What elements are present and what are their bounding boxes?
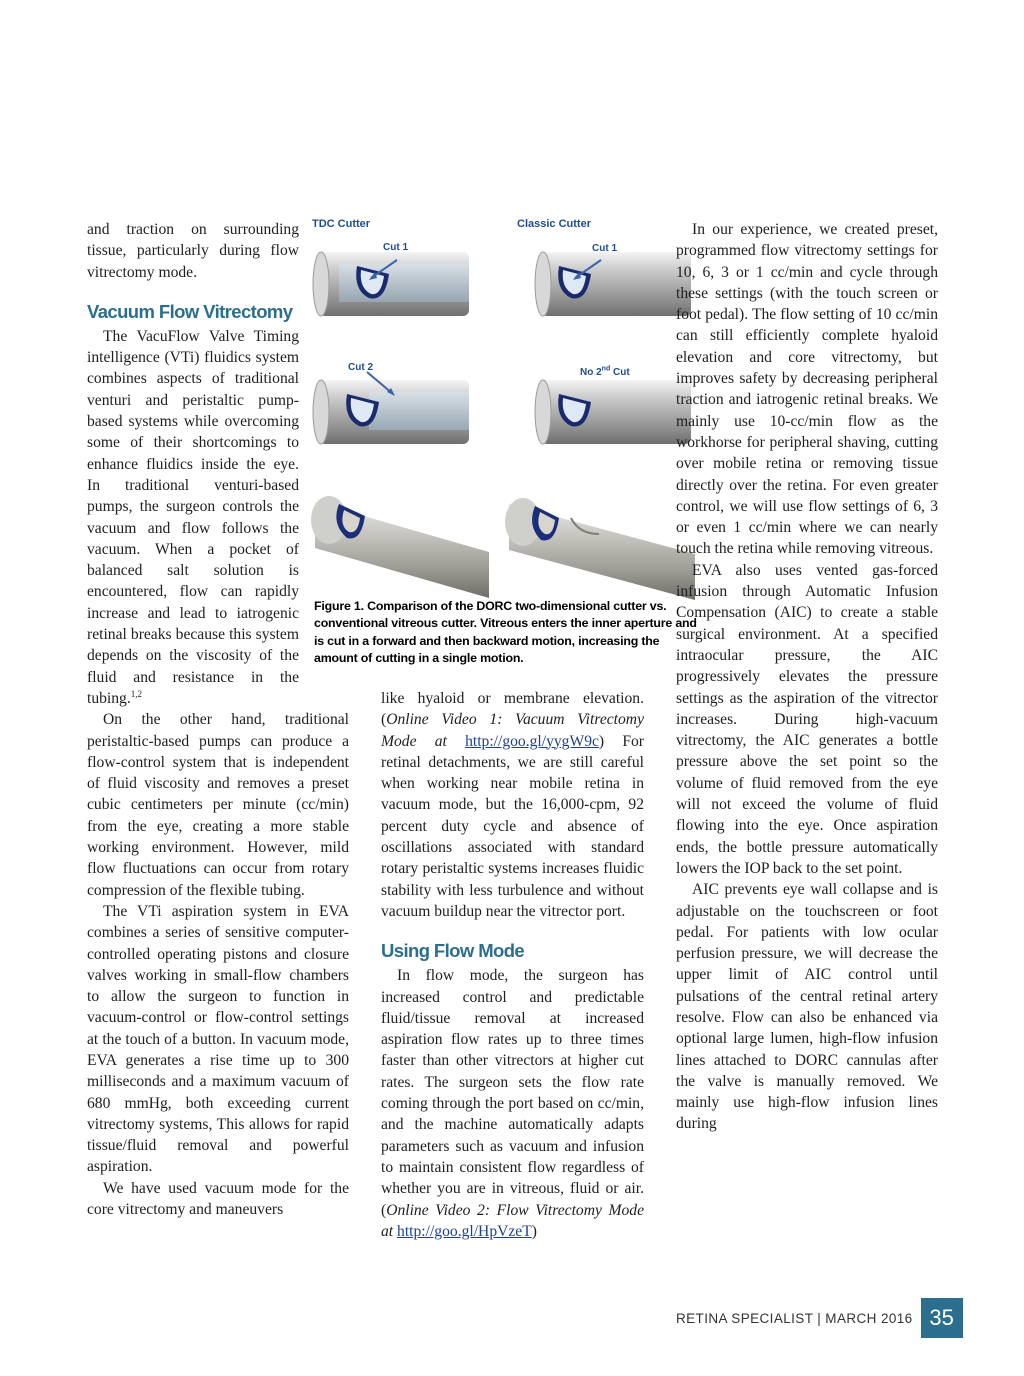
video-2-title: Online Video 2: Flow Vitrectomy Mode at — [381, 1201, 644, 1240]
paragraph-intro: and traction on surrounding tissue, particularly during flow vitrectomy mode. — [87, 221, 299, 281]
label-no-second-cut-text: No 2 — [580, 367, 602, 378]
paragraph-peristaltic: On the other hand, traditional peristaltic-based pumps can produce a flow-control system that is independent of fluid viscosity and removes a preset cubic centimeters per minute (cc/min) from the eye, creating a more stable working environment. However, mild flow fluctuations can occur from rotary compression of the flexible tubing. — [87, 711, 349, 899]
page-number: 35 — [921, 1298, 963, 1338]
classic-cutter-3d-render — [505, 498, 695, 600]
paragraph-aic: EVA also uses vented gas-forced infusion through Automatic Infusion Compensation (AIC) to create a stable surgical environment. At a specified intraocular pressure, the AIC progressively elevates the pressure settings as the aspiration of the vitrector increases. During high-vacuum vitrectomy, the AIC generates a bottle pressure above the set point so the volume of fluid removed from the eye will not exceed the volume of fluid flowing into the eye. Once aspiration ends, the bottle pressure automatically lowers the IOP back to the set point. — [676, 561, 938, 877]
classic-cutter-no-second-cut-illustration — [535, 380, 691, 444]
label-cut1-right: Cut 1 — [592, 243, 617, 254]
footer-publication: RETINA SPECIALIST | MARCH 2016 — [676, 1310, 913, 1326]
tdc-cutter-cut1-illustration — [313, 252, 469, 316]
classic-cutter-title: Classic Cutter — [517, 218, 591, 230]
video-2-link[interactable]: http://goo.gl/HpVzeT — [397, 1222, 532, 1240]
tdc-cutter-cut2-illustration — [313, 372, 469, 444]
citation-superscript: 1,2 — [130, 688, 143, 699]
paragraph-flow-mode-end: ) — [531, 1222, 537, 1240]
video-1-link[interactable]: http://goo.gl/yygW9c — [465, 732, 599, 750]
paragraph-flow-mode — [381, 965, 644, 1242]
paragraph-vti-text: The VacuFlow Valve Timing intelligence (VTi) fluidics system combines aspects of traditional venturi and peristaltic pump-based systems while overcoming some of their shortcomings to enhance fluidics inside the eye. In traditional venturi-based pumps, the surgeon controls the vacuum and flow follows the vacuum. When a pocket of balanced salt solution is encountered, flow can rapidly increase and lead to iatrogenic retinal breaks because this system depends on the viscosity of the fluid and resistance in the tubing. — [87, 327, 299, 707]
paragraph-hyaloid-start: like hyaloid or membrane elevation. ( — [381, 690, 644, 729]
label-no-second-cut-sup: nd — [601, 365, 611, 373]
classic-cutter-cut1-illustration — [535, 252, 691, 316]
text-column-2 — [381, 688, 644, 1242]
page-footer — [676, 1300, 963, 1336]
paragraph-vti-aspiration: The VTi aspiration system in EVA combines a series of sensitive computer-controlled operating pistons and closure valves working in small-flow chambers to allow the surgeon to function in vacuum-control or flow-control settings at the touch of a button. In vacuum mode, EVA generates a rise time up to 300 milliseconds and a maximum vacuum of 680 mmHg, both exceeding current vitrectomy systems, This allows for rapid tissue/fluid removal and powerful aspiration. — [87, 902, 349, 1176]
paragraph-eye-wall: AIC prevents eye wall collapse and is adjustable on the touchscreen or foot pedal. For patients with low ocular perfusion pressure, we will decrease the upper limit of AIC control until pulsations of the central retinal artery resolve. Flow can also be enhanced via optional large lumen, high-flow infusion lines attached to DORC cannulas after the valve is manually removed. We mainly use high-flow infusion lines during — [676, 881, 938, 1133]
tdc-cutter-title: TDC Cutter — [312, 218, 371, 230]
section-heading-vacuum-flow: Vacuum Flow Vitrectomy — [87, 300, 293, 322]
label-cut2: Cut 2 — [348, 362, 373, 373]
paragraph-vacuum-mode: We have used vacuum mode for the core vitrectomy and maneuvers — [87, 1179, 349, 1219]
paragraph-hyaloid-end: ) For retinal detachments, we are still careful when working near mobile retina in vacuum mode, but the 16,000-cpm, 92 percent duty cycle and absence of oscillations associated with standard rotary peristaltic systems increases fluidic stability with less turbulence and without vacuum buildup near the vitrector port. — [381, 732, 644, 920]
paragraph-preset-settings: In our experience, we created preset, programmed flow vitrectomy settings for 10, 6, 3 or 1 cc/min and cycle through these settings (with the touch screen or foot pedal). The flow setting of 10 cc/min can still efficiently complete hyaloid elevation and core vitrectomy, but improves safety by decreasing peripheral traction and iatrogenic retinal breaks. We mainly use 10-cc/min flow as the workhorse for peripheral shaving, cutting over mobile retina or removing tissue directly over the retina. For even greater control, we will use flow settings of 6, 3 or even 1 cc/min where we can nearly touch the retina while removing vitreous. — [676, 221, 938, 558]
label-no-second-cut-tail: Cut — [610, 367, 630, 378]
text-column-3 — [676, 219, 938, 1135]
video-1-title: Online Video 1: Vacuum Vitrectomy Mode at — [381, 711, 644, 750]
paragraph-hyaloid — [381, 688, 644, 922]
tdc-cutter-3d-render — [311, 496, 489, 598]
paragraph-vti — [87, 326, 299, 709]
label-cut1-left: Cut 1 — [383, 242, 408, 253]
figure-caption: Figure 1. Comparison of the DORC two-dimensional cutter vs. conventional vitreous cutter. Vitreous enters the inner aperture and is cut in a forward and then backward motion, increasing the amount of cutting in a single motion. — [314, 599, 697, 665]
paragraph-flow-mode-start: In flow mode, the surgeon has increased control and predictable fluid/tissue removal at increased aspiration flow rates up to three times faster than other vitrectors at higher cut rates. The surgeon sets the flow rate coming through the port based on cc/min, and the machine automatically adapts parameters such as vacuum and infusion to maintain consistent flow regardless of whether you are in vitreous, fluid or air. ( — [381, 967, 644, 1219]
paragraph-vti-wrapper — [87, 326, 299, 709]
label-no-second-cut — [580, 367, 630, 378]
section-heading-flow-mode: Using Flow Mode — [381, 940, 525, 962]
